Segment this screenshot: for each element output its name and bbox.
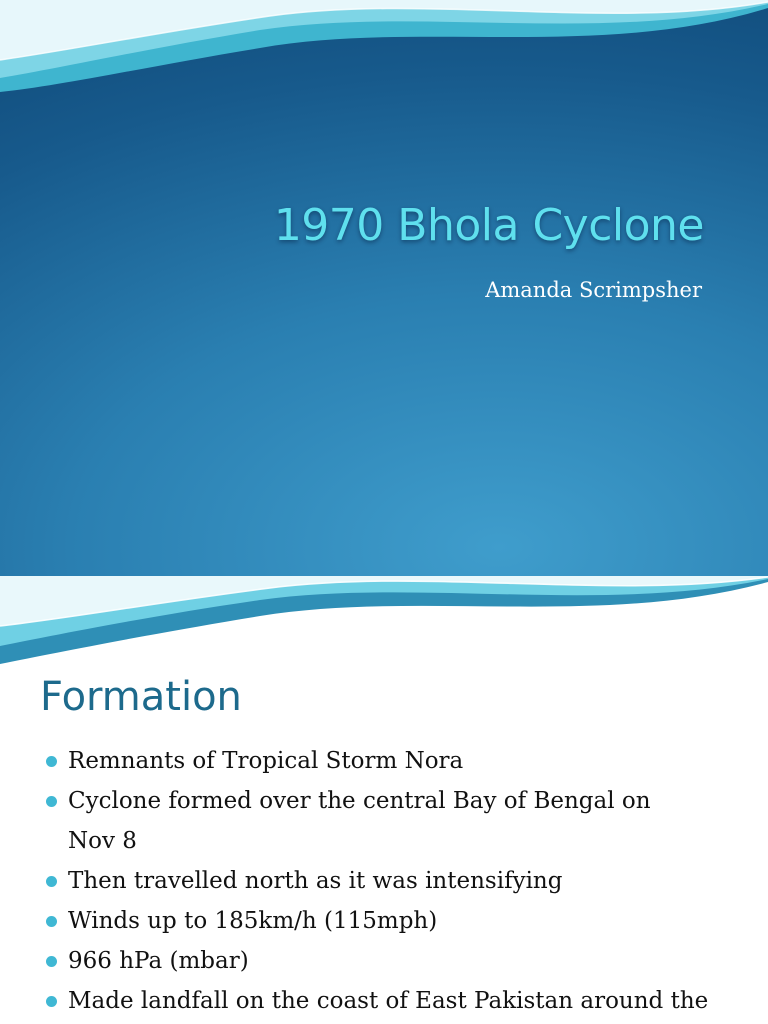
bullet-icon <box>46 876 57 887</box>
slide-subtitle: Amanda Scrimpsher <box>485 278 702 302</box>
bullet-text: Remnants of Tropical Storm Nora <box>68 748 464 774</box>
bullet-text: Cyclone formed over the central Bay of Bengal on <box>68 788 651 814</box>
bullet-item <box>46 901 756 941</box>
bullet-text: Then travelled north as it was intensifying <box>68 868 563 894</box>
bullet-text: Made landfall on the coast of East Pakistan around the <box>68 988 709 1014</box>
bullet-icon <box>46 956 57 967</box>
bullet-icon <box>46 756 57 767</box>
bullet-text-continued: Nov 8 <box>68 828 137 854</box>
slide-heading: Formation <box>40 674 242 720</box>
bullet-item <box>46 781 756 861</box>
content-slide <box>0 576 768 1024</box>
bullet-item <box>46 861 756 901</box>
bullet-item <box>46 981 756 1021</box>
wave-decoration <box>0 0 768 110</box>
slide-title: 1970 Bhola Cyclone <box>273 200 704 251</box>
bullet-icon <box>46 996 57 1007</box>
bullet-item <box>46 941 756 981</box>
bullet-item <box>46 741 756 781</box>
bullet-icon <box>46 796 57 807</box>
bullet-icon <box>46 916 57 927</box>
wave-decoration <box>0 576 768 671</box>
bullet-text: 966 hPa (mbar) <box>68 948 249 974</box>
bullet-text: Winds up to 185km/h (115mph) <box>68 908 438 934</box>
bullet-list <box>46 741 756 1021</box>
